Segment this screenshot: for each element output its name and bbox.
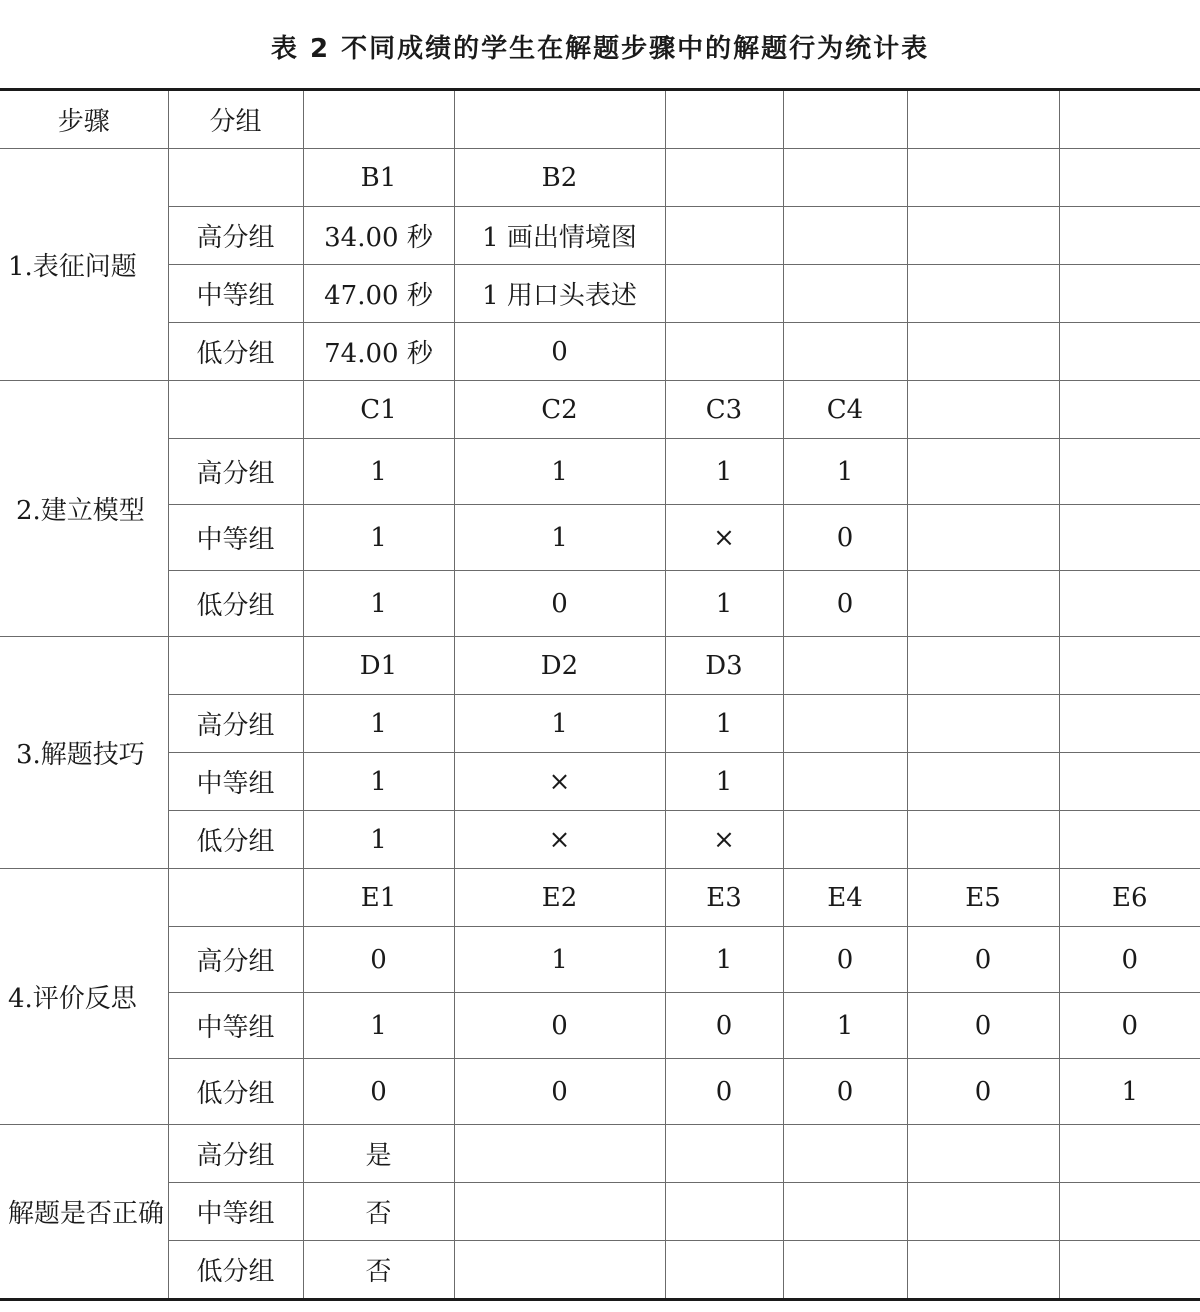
table-cell — [783, 90, 907, 149]
code-cell: C4 — [783, 381, 907, 439]
value-cell: 0 — [907, 927, 1059, 993]
header-step: 步骤 — [0, 90, 168, 149]
value-cell — [1059, 439, 1200, 505]
code-cell — [1059, 637, 1200, 695]
statistics-table — [0, 88, 1200, 1301]
table-cell — [907, 90, 1059, 149]
code-cell: E5 — [907, 869, 1059, 927]
table-cell — [303, 90, 454, 149]
value-cell — [665, 207, 783, 265]
table-cell — [907, 1241, 1059, 1300]
code-cell — [907, 637, 1059, 695]
code-cell: C3 — [665, 381, 783, 439]
table-row — [0, 323, 1200, 381]
table-cell — [907, 1183, 1059, 1241]
code-cell: D1 — [303, 637, 454, 695]
value-cell — [907, 695, 1059, 753]
value-cell: 1 画出情境图 — [454, 207, 665, 265]
value-cell: 1 — [454, 695, 665, 753]
table-cell — [665, 1125, 783, 1183]
value-cell: 34.00 秒 — [303, 207, 454, 265]
value-cell: 0 — [665, 993, 783, 1059]
table-cell — [665, 1241, 783, 1300]
header-row — [0, 90, 1200, 149]
step-label: 2.建立模型 — [0, 381, 168, 637]
table-row — [0, 695, 1200, 753]
group-label: 高分组 — [168, 207, 303, 265]
code-row — [0, 637, 1200, 695]
value-cell — [1059, 811, 1200, 869]
table-row — [0, 439, 1200, 505]
code-cell — [1059, 149, 1200, 207]
value-cell: × — [665, 505, 783, 571]
group-label: 高分组 — [168, 695, 303, 753]
value-cell — [1059, 323, 1200, 381]
step-label: 解题是否正确 — [0, 1125, 168, 1300]
group-label: 低分组 — [168, 323, 303, 381]
value-cell: 1 — [1059, 1059, 1200, 1125]
value-cell: 74.00 秒 — [303, 323, 454, 381]
group-label: 低分组 — [168, 571, 303, 637]
value-cell: 1 — [665, 927, 783, 993]
value-cell: × — [454, 753, 665, 811]
value-cell — [783, 323, 907, 381]
value-cell: 1 — [783, 993, 907, 1059]
code-cell: B2 — [454, 149, 665, 207]
value-cell: × — [665, 811, 783, 869]
value-cell: 0 — [783, 927, 907, 993]
table-cell — [1059, 1183, 1200, 1241]
step-label: 3.解题技巧 — [0, 637, 168, 869]
group-label: 高分组 — [168, 927, 303, 993]
value-cell: 1 — [303, 753, 454, 811]
value-cell — [1059, 753, 1200, 811]
value-cell: 1 — [303, 811, 454, 869]
code-cell: E4 — [783, 869, 907, 927]
group-label: 低分组 — [168, 1059, 303, 1125]
table-row — [0, 993, 1200, 1059]
value-cell: 否 — [303, 1241, 454, 1300]
table-cell — [454, 1125, 665, 1183]
table-cell — [783, 1241, 907, 1300]
value-cell: 是 — [303, 1125, 454, 1183]
value-cell: 1 — [665, 439, 783, 505]
table-row — [0, 505, 1200, 571]
table-cell — [168, 149, 303, 207]
value-cell: 0 — [907, 1059, 1059, 1125]
table-row — [0, 1241, 1200, 1300]
table-cell — [1059, 1125, 1200, 1183]
table-cell — [783, 1125, 907, 1183]
value-cell: 47.00 秒 — [303, 265, 454, 323]
value-cell: 0 — [454, 1059, 665, 1125]
code-cell: D2 — [454, 637, 665, 695]
step-label: 4.评价反思 — [0, 869, 168, 1125]
value-cell: 0 — [783, 505, 907, 571]
table-caption: 表 2 不同成绩的学生在解题步骤中的解题行为统计表 — [270, 34, 930, 64]
value-cell: × — [454, 811, 665, 869]
table-row — [0, 265, 1200, 323]
value-cell — [665, 265, 783, 323]
value-cell — [1059, 571, 1200, 637]
code-cell: C1 — [303, 381, 454, 439]
value-cell: 1 — [665, 571, 783, 637]
table-row — [0, 811, 1200, 869]
value-cell: 0 — [1059, 927, 1200, 993]
table-cell — [454, 1183, 665, 1241]
group-label: 中等组 — [168, 753, 303, 811]
value-cell: 1 — [454, 505, 665, 571]
group-label: 低分组 — [168, 1241, 303, 1300]
value-cell — [907, 811, 1059, 869]
value-cell: 1 — [454, 927, 665, 993]
value-cell — [907, 265, 1059, 323]
code-cell — [907, 149, 1059, 207]
code-cell — [1059, 381, 1200, 439]
value-cell — [665, 323, 783, 381]
value-cell: 0 — [907, 993, 1059, 1059]
value-cell — [783, 207, 907, 265]
value-cell — [1059, 265, 1200, 323]
table-cell — [783, 1183, 907, 1241]
code-cell: B1 — [303, 149, 454, 207]
value-cell — [907, 571, 1059, 637]
value-cell: 0 — [454, 323, 665, 381]
value-cell: 1 — [303, 695, 454, 753]
value-cell: 1 — [303, 571, 454, 637]
value-cell — [907, 207, 1059, 265]
value-cell: 1 — [454, 439, 665, 505]
value-cell: 1 用口头表述 — [454, 265, 665, 323]
value-cell: 1 — [303, 439, 454, 505]
table-cell — [907, 1125, 1059, 1183]
table-row — [0, 1183, 1200, 1241]
value-cell: 0 — [303, 927, 454, 993]
code-cell: C2 — [454, 381, 665, 439]
table-cell — [665, 90, 783, 149]
table-row — [0, 207, 1200, 265]
table-row — [0, 927, 1200, 993]
table-cell — [168, 637, 303, 695]
code-cell: D3 — [665, 637, 783, 695]
code-cell — [783, 149, 907, 207]
value-cell: 0 — [783, 1059, 907, 1125]
code-cell: E3 — [665, 869, 783, 927]
table-cell — [454, 90, 665, 149]
table-cell — [168, 381, 303, 439]
group-label: 低分组 — [168, 811, 303, 869]
value-cell — [783, 265, 907, 323]
code-cell: E6 — [1059, 869, 1200, 927]
code-row — [0, 149, 1200, 207]
table-cell — [665, 1183, 783, 1241]
value-cell: 1 — [665, 753, 783, 811]
table-row — [0, 1125, 1200, 1183]
code-cell — [783, 637, 907, 695]
group-label: 中等组 — [168, 265, 303, 323]
value-cell — [1059, 207, 1200, 265]
code-row — [0, 381, 1200, 439]
table-row — [0, 571, 1200, 637]
value-cell — [907, 439, 1059, 505]
value-cell: 0 — [1059, 993, 1200, 1059]
value-cell — [783, 695, 907, 753]
table-cell — [454, 1241, 665, 1300]
value-cell: 1 — [783, 439, 907, 505]
group-label: 中等组 — [168, 1183, 303, 1241]
value-cell — [783, 753, 907, 811]
code-cell — [907, 381, 1059, 439]
value-cell: 1 — [303, 505, 454, 571]
step-label: 1.表征问题 — [0, 149, 168, 381]
value-cell: 1 — [665, 695, 783, 753]
group-label: 中等组 — [168, 993, 303, 1059]
code-cell: E1 — [303, 869, 454, 927]
value-cell: 0 — [783, 571, 907, 637]
group-label: 高分组 — [168, 439, 303, 505]
table-cell — [1059, 90, 1200, 149]
value-cell: 0 — [303, 1059, 454, 1125]
value-cell — [1059, 695, 1200, 753]
value-cell: 0 — [454, 571, 665, 637]
value-cell — [907, 753, 1059, 811]
group-label: 中等组 — [168, 505, 303, 571]
value-cell — [907, 323, 1059, 381]
value-cell — [783, 811, 907, 869]
value-cell: 0 — [454, 993, 665, 1059]
code-row — [0, 869, 1200, 927]
value-cell — [1059, 505, 1200, 571]
table-row — [0, 1059, 1200, 1125]
value-cell: 0 — [665, 1059, 783, 1125]
code-cell: E2 — [454, 869, 665, 927]
value-cell — [907, 505, 1059, 571]
value-cell: 否 — [303, 1183, 454, 1241]
value-cell: 1 — [303, 993, 454, 1059]
group-label: 高分组 — [168, 1125, 303, 1183]
table-cell — [1059, 1241, 1200, 1300]
table-cell — [168, 869, 303, 927]
code-cell — [665, 149, 783, 207]
header-group: 分组 — [168, 90, 303, 149]
table-row — [0, 753, 1200, 811]
